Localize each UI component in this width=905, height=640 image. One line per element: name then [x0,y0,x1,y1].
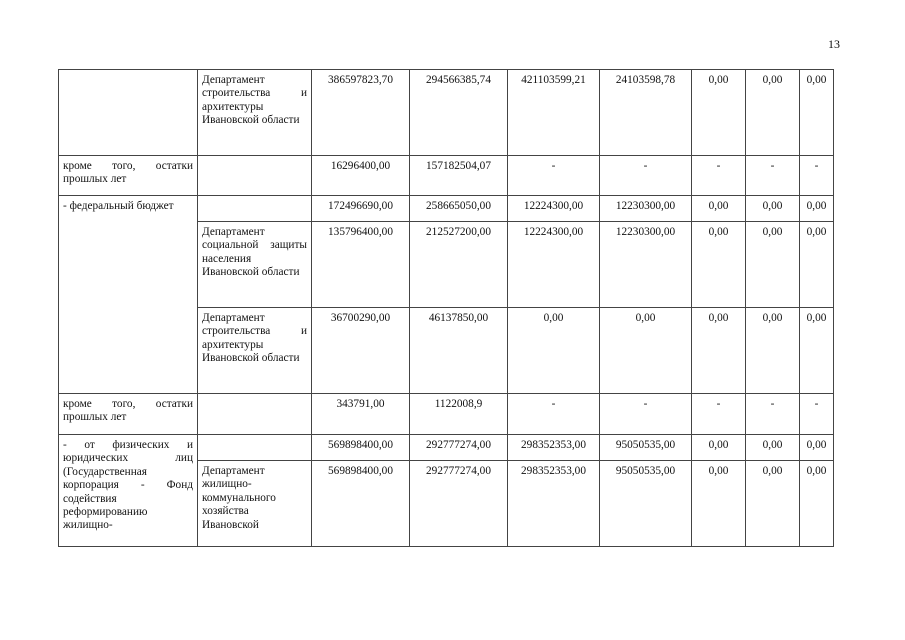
value-cell: - [508,394,600,435]
value-cell: - [692,394,746,435]
value-cell: 0,00 [692,222,746,308]
value-cell: 46137850,00 [410,308,508,394]
value-cell: 0,00 [692,435,746,461]
value-cell: - [600,394,692,435]
value-cell: 569898400,00 [312,435,410,461]
table-row [59,435,834,461]
table-row [59,394,834,435]
value-cell: 0,00 [800,308,834,394]
value-cell: - [600,156,692,196]
value-cell: 569898400,00 [312,461,410,547]
value-cell: 135796400,00 [312,222,410,308]
value-cell: 12230300,00 [600,222,692,308]
value-cell: 298352353,00 [508,435,600,461]
value-cell: 0,00 [600,308,692,394]
value-cell: 0,00 [746,461,800,547]
table-row [59,196,834,222]
row-department [198,435,312,461]
value-cell: 95050535,00 [600,461,692,547]
value-cell: 0,00 [692,308,746,394]
value-cell: 95050535,00 [600,435,692,461]
value-cell: 0,00 [746,70,800,156]
row-description: кроме того, остатки прошлых лет [59,156,198,196]
row-description [59,70,198,156]
value-cell: 24103598,78 [600,70,692,156]
value-cell: 0,00 [800,222,834,308]
value-cell: - [746,394,800,435]
value-cell: 16296400,00 [312,156,410,196]
value-cell: 12224300,00 [508,196,600,222]
row-department: Департамент строительства и архитектуры Ивановской области [198,70,312,156]
value-cell: 0,00 [800,70,834,156]
value-cell: 0,00 [800,435,834,461]
value-cell: 12224300,00 [508,222,600,308]
value-cell: 36700290,00 [312,308,410,394]
value-cell: 157182504,07 [410,156,508,196]
row-department [198,394,312,435]
value-cell: - [692,156,746,196]
value-cell: 0,00 [746,222,800,308]
row-department: Департамент социальной защиты населения Ивановской области [198,222,312,308]
value-cell: 12230300,00 [600,196,692,222]
value-cell: 343791,00 [312,394,410,435]
row-department: Департамент строительства и архитектуры Ивановской области [198,308,312,394]
value-cell: 258665050,00 [410,196,508,222]
row-description: - федеральный бюджет [59,196,198,394]
value-cell: 0,00 [800,461,834,547]
value-cell: 172496690,00 [312,196,410,222]
value-cell: 0,00 [692,70,746,156]
value-cell: - [800,394,834,435]
value-cell: - [746,156,800,196]
value-cell: 212527200,00 [410,222,508,308]
table-row [59,156,834,196]
value-cell: 292777274,00 [410,435,508,461]
value-cell: 0,00 [692,196,746,222]
table-row [59,70,834,156]
page-number: 13 [828,37,840,51]
value-cell: 0,00 [692,461,746,547]
row-department [198,196,312,222]
value-cell: 0,00 [746,435,800,461]
value-cell: 0,00 [746,196,800,222]
value-cell: - [508,156,600,196]
budget-table [58,69,834,547]
value-cell: 386597823,70 [312,70,410,156]
row-description: - от физических и юридических лиц (Государственная корпорация - Фонд содействия реформированию жилищно- [59,435,198,547]
value-cell: 292777274,00 [410,461,508,547]
value-cell: 0,00 [508,308,600,394]
row-department: Департамент жилищно-коммунального хозяйства Ивановской [198,461,312,547]
value-cell: 0,00 [746,308,800,394]
row-department [198,156,312,196]
value-cell: 0,00 [800,196,834,222]
value-cell: 298352353,00 [508,461,600,547]
value-cell: 1122008,9 [410,394,508,435]
value-cell: - [800,156,834,196]
value-cell: 294566385,74 [410,70,508,156]
value-cell: 421103599,21 [508,70,600,156]
row-description: кроме того, остатки прошлых лет [59,394,198,435]
